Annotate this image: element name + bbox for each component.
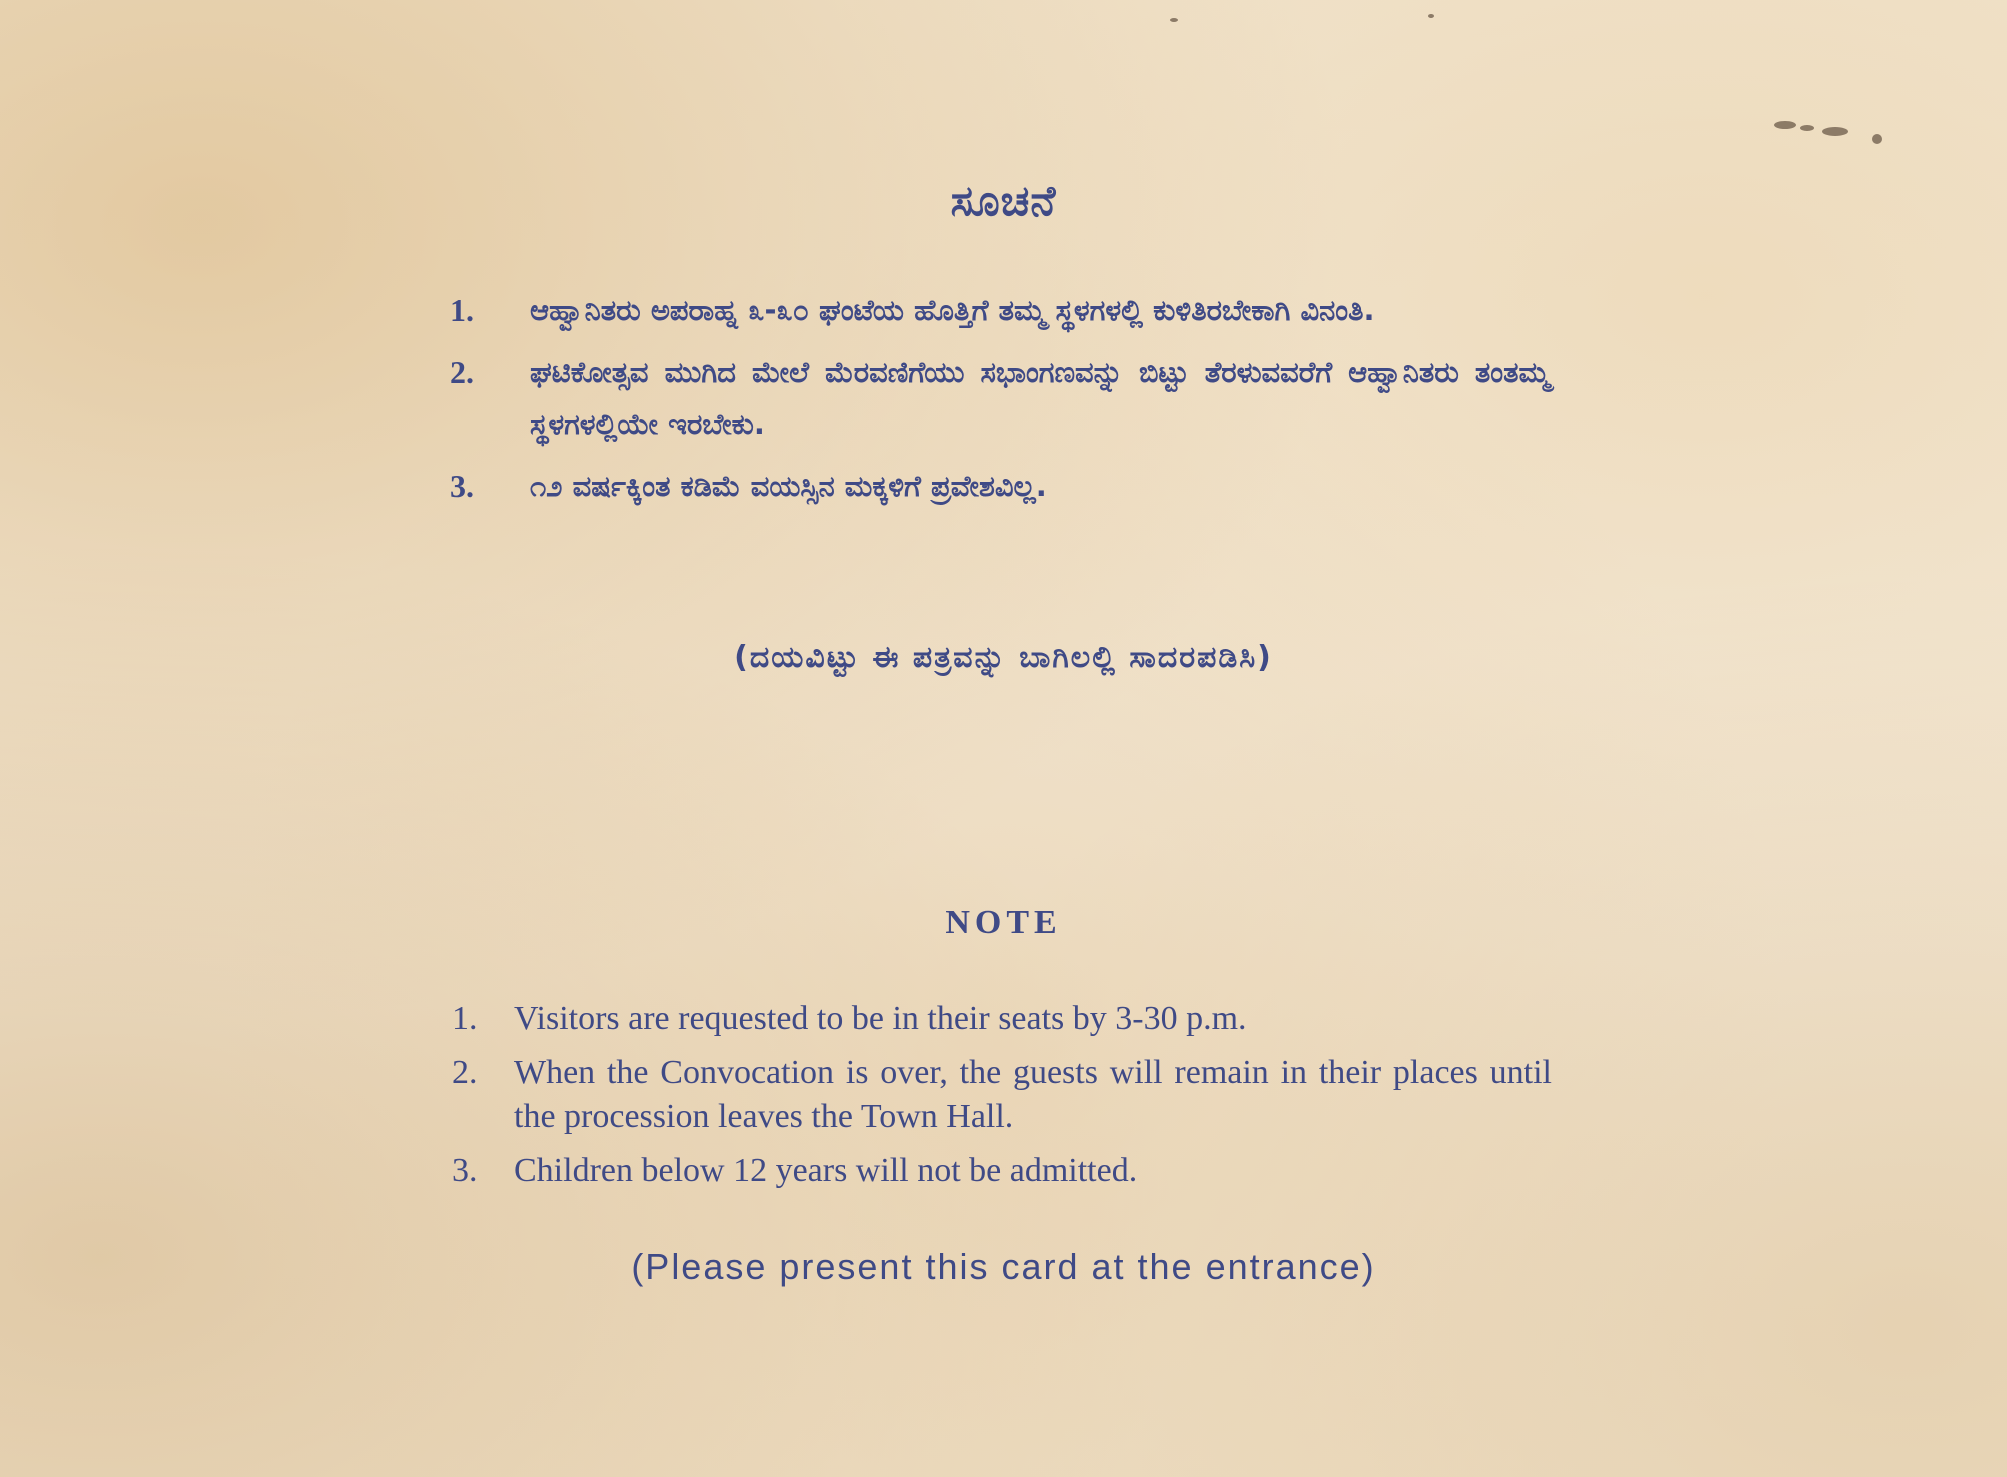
english-heading: NOTE bbox=[945, 904, 1062, 941]
list-item bbox=[450, 346, 1550, 450]
paper-blemish bbox=[1428, 14, 1434, 18]
paper-blemish bbox=[1170, 18, 1178, 22]
paper-blemish bbox=[1774, 121, 1796, 129]
english-notice-list bbox=[452, 997, 1552, 1203]
item-number: 2. bbox=[452, 1054, 478, 1091]
paper-blemish bbox=[1822, 127, 1848, 136]
item-text: ಘಟಿಕೋತ್ಸವ ಮುಗಿದ ಮೇಲೆ ಮೆರವಣಿಗೆಯು ಸಭಾಂಗಣವನ್ನು ಬಿಟ್ಟು ತೆರಳುವವರೆಗೆ ಆಹ್ವಾನಿತರು ತಂತಮ್ಮ ಸ್ಥಳಗಳಲ್ಲಿಯೇ ಇರಬೇಕು. bbox=[530, 355, 1550, 441]
english-footer-note: (Please present this card at the entrance) bbox=[631, 1246, 1376, 1287]
item-number: 1. bbox=[452, 1000, 478, 1037]
kannada-footer-note: (ದಯವಿಟ್ಟು ಈ ಪತ್ರವನ್ನು ಬಾಗಿಲಲ್ಲಿ ಸಾದರಪಡಿಸಿ) bbox=[734, 640, 1273, 675]
kannada-heading: ಸೂಚನೆ bbox=[950, 176, 1057, 225]
item-text: ಆಹ್ವಾನಿತರು ಅಪರಾಹ್ನ ೩-೩೦ ಘಂಟೆಯ ಹೊತ್ತಿಗೆ ತಮ್ಮ ಸ್ಥಳಗಳಲ್ಲಿ ಕುಳಿತಿರಬೇಕಾಗಿ ವಿನಂತಿ. bbox=[530, 293, 1375, 327]
item-number: 3. bbox=[452, 1152, 478, 1189]
item-number: 3. bbox=[450, 468, 474, 504]
item-text: When the Convocation is over, the guests will remain in their places until the procession leaves the Town Hall. bbox=[514, 1054, 1552, 1135]
kannada-notice-list bbox=[450, 284, 1550, 522]
list-item bbox=[452, 997, 1552, 1041]
item-text: ೧೨ ವರ್ಷಕ್ಕಿಂತ ಕಡಿಮೆ ವಯಸ್ಸಿನ ಮಕ್ಕಳಿಗೆ ಪ್ರವೇಶವಿಲ್ಲ. bbox=[530, 469, 1047, 503]
list-item bbox=[452, 1051, 1552, 1139]
paper-blemish bbox=[1872, 134, 1882, 144]
item-text: Children below 12 years will not be admitted. bbox=[514, 1152, 1138, 1189]
item-text: Visitors are requested to be in their seats by 3-30 p.m. bbox=[514, 1000, 1247, 1037]
list-item bbox=[452, 1149, 1552, 1193]
list-item bbox=[450, 460, 1550, 512]
list-item bbox=[450, 284, 1550, 336]
item-number: 2. bbox=[450, 354, 474, 390]
item-number: 1. bbox=[450, 292, 474, 328]
paper-blemish bbox=[1800, 125, 1814, 131]
